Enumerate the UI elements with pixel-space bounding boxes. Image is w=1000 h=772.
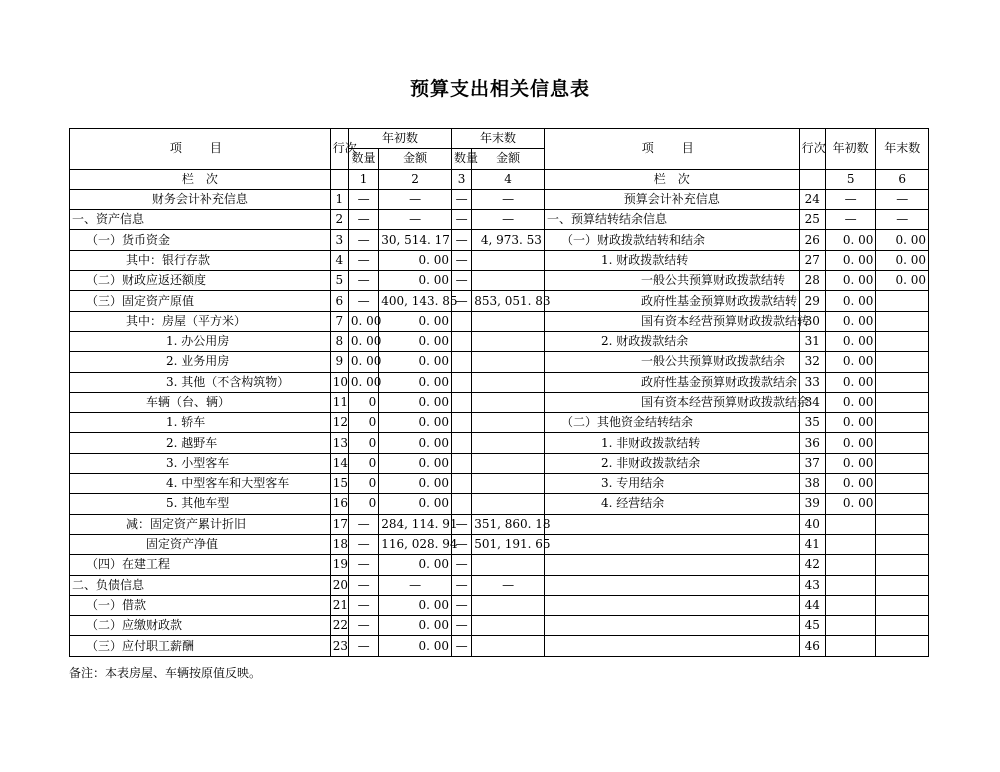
left-row-no: 16 — [330, 494, 348, 514]
left-begin-amount: 0. 00 — [379, 474, 452, 494]
right-begin-amount: 0. 00 — [825, 413, 876, 433]
table-row — [70, 534, 929, 554]
right-begin-amount: 0. 00 — [825, 352, 876, 372]
left-row-no: 20 — [330, 575, 348, 595]
header-begin-right: 年初数 — [825, 129, 876, 170]
left-begin-amount: 0. 00 — [379, 433, 452, 453]
lanci-left: 栏 次 — [70, 169, 331, 189]
right-begin-amount — [825, 534, 876, 554]
left-item-label: （三）应付职工薪酬 — [70, 636, 331, 656]
budget-info-table — [69, 128, 929, 657]
left-item-label: 1. 办公用房 — [70, 331, 331, 351]
left-row-no: 3 — [330, 230, 348, 250]
table-row — [70, 555, 929, 575]
left-begin-amount: 30, 514. 17 — [379, 230, 452, 250]
left-begin-amount: 400, 143. 85 — [379, 291, 452, 311]
left-item-label: 固定资产净值 — [70, 534, 331, 554]
right-row-no: 38 — [799, 474, 825, 494]
left-end-qty: — — [451, 575, 471, 595]
left-row-no: 15 — [330, 474, 348, 494]
right-item-label: 1. 财政拨款结转 — [544, 250, 799, 270]
left-end-qty — [451, 474, 471, 494]
left-end-amount: — — [472, 575, 545, 595]
left-begin-amount: 0. 00 — [379, 331, 452, 351]
right-row-no: 42 — [799, 555, 825, 575]
right-end-amount — [876, 331, 929, 351]
footnote: 备注：本表房屋、车辆按原值反映。 — [69, 666, 262, 680]
left-item-label: （一）货币资金 — [70, 230, 331, 250]
left-end-qty: — — [451, 636, 471, 656]
right-begin-amount: 0. 00 — [825, 453, 876, 473]
right-row-no: 36 — [799, 433, 825, 453]
table-row — [70, 575, 929, 595]
left-row-no: 14 — [330, 453, 348, 473]
left-end-qty: — — [451, 595, 471, 615]
left-begin-qty: — — [348, 230, 378, 250]
right-begin-amount: 0. 00 — [825, 250, 876, 270]
right-item-label — [544, 636, 799, 656]
left-end-amount — [472, 555, 545, 575]
right-end-amount: 0. 00 — [876, 271, 929, 291]
header-end-left: 年末数 — [451, 129, 544, 149]
left-end-qty: — — [451, 291, 471, 311]
left-end-qty: — — [451, 210, 471, 230]
left-end-qty: — — [451, 230, 471, 250]
left-row-no: 11 — [330, 392, 348, 412]
right-row-no: 40 — [799, 514, 825, 534]
left-item-label: 1. 轿车 — [70, 413, 331, 433]
right-begin-amount: — — [825, 210, 876, 230]
right-begin-amount — [825, 514, 876, 534]
left-row-no: 22 — [330, 616, 348, 636]
left-item-label: 3. 小型客车 — [70, 453, 331, 473]
left-end-qty: — — [451, 271, 471, 291]
left-begin-qty: 0 — [348, 474, 378, 494]
left-begin-amount: — — [379, 189, 452, 209]
right-item-label: 预算会计补充信息 — [544, 189, 799, 209]
header-begin-left: 年初数 — [348, 129, 451, 149]
right-row-no: 44 — [799, 595, 825, 615]
right-row-no: 39 — [799, 494, 825, 514]
right-end-amount — [876, 555, 929, 575]
right-begin-amount — [825, 636, 876, 656]
right-row-no: 24 — [799, 189, 825, 209]
right-item-label: 2. 非财政拨款结余 — [544, 453, 799, 473]
right-begin-amount: 0. 00 — [825, 494, 876, 514]
left-row-no: 8 — [330, 331, 348, 351]
right-end-amount: 0. 00 — [876, 230, 929, 250]
left-item-label: 其中：银行存款 — [70, 250, 331, 270]
right-end-amount — [876, 433, 929, 453]
left-begin-amount: 0. 00 — [379, 392, 452, 412]
left-row-no: 7 — [330, 311, 348, 331]
left-begin-qty: — — [348, 291, 378, 311]
right-end-amount: — — [876, 189, 929, 209]
left-begin-qty: 0 — [348, 413, 378, 433]
table-row — [70, 271, 929, 291]
right-row-no: 33 — [799, 372, 825, 392]
col-num-1: 1 — [348, 169, 378, 189]
col-num-3: 3 — [451, 169, 471, 189]
right-begin-amount: 0. 00 — [825, 433, 876, 453]
left-row-no: 5 — [330, 271, 348, 291]
left-end-qty: — — [451, 189, 471, 209]
left-begin-qty: 0 — [348, 392, 378, 412]
right-begin-amount — [825, 595, 876, 615]
left-begin-amount: 0. 00 — [379, 494, 452, 514]
right-row-no: 41 — [799, 534, 825, 554]
table-row — [70, 413, 929, 433]
left-begin-amount: 0. 00 — [379, 555, 452, 575]
right-item-label: 一、预算结转结余信息 — [544, 210, 799, 230]
left-end-qty — [451, 453, 471, 473]
right-item-label: 3. 专用结余 — [544, 474, 799, 494]
right-end-amount — [876, 453, 929, 473]
left-row-no: 1 — [330, 189, 348, 209]
left-end-qty: — — [451, 514, 471, 534]
left-begin-qty: — — [348, 595, 378, 615]
left-begin-qty: 0. 00 — [348, 372, 378, 392]
left-row-no: 18 — [330, 534, 348, 554]
left-begin-amount: 0. 00 — [379, 636, 452, 656]
right-row-no: 45 — [799, 616, 825, 636]
left-item-label: 减：固定资产累计折旧 — [70, 514, 331, 534]
left-end-amount — [472, 636, 545, 656]
right-begin-amount: 0. 00 — [825, 331, 876, 351]
left-end-qty — [451, 331, 471, 351]
right-item-label: 1. 非财政拨款结转 — [544, 433, 799, 453]
right-end-amount — [876, 392, 929, 412]
left-begin-amount: 0. 00 — [379, 595, 452, 615]
table-row — [70, 474, 929, 494]
right-end-amount: — — [876, 210, 929, 230]
right-end-amount — [876, 311, 929, 331]
left-item-label: 二、负债信息 — [70, 575, 331, 595]
left-begin-qty: — — [348, 534, 378, 554]
table-row — [70, 433, 929, 453]
table-row — [70, 189, 929, 209]
left-begin-amount: — — [379, 210, 452, 230]
left-end-amount: — — [472, 189, 545, 209]
col-num-4: 4 — [472, 169, 545, 189]
left-end-qty: — — [451, 250, 471, 270]
header-item-left: 项 目 — [70, 129, 331, 170]
left-end-amount: — — [472, 210, 545, 230]
right-item-label — [544, 534, 799, 554]
left-end-amount — [472, 453, 545, 473]
left-begin-amount: 0. 00 — [379, 453, 452, 473]
right-item-label: 国有资本经营预算财政拨款结转 — [544, 311, 799, 331]
left-begin-amount: 284, 114. 91 — [379, 514, 452, 534]
left-item-label: 2. 业务用房 — [70, 352, 331, 372]
right-end-amount: 0. 00 — [876, 250, 929, 270]
left-row-no: 2 — [330, 210, 348, 230]
left-begin-amount: 0. 00 — [379, 352, 452, 372]
left-item-label: 一、资产信息 — [70, 210, 331, 230]
right-begin-amount — [825, 616, 876, 636]
left-begin-qty: 0 — [348, 494, 378, 514]
right-item-label: 2. 财政拨款结余 — [544, 331, 799, 351]
left-end-amount — [472, 474, 545, 494]
left-begin-qty: 0 — [348, 433, 378, 453]
left-begin-qty: — — [348, 271, 378, 291]
left-end-amount: 351, 860. 18 — [472, 514, 545, 534]
left-end-qty — [451, 494, 471, 514]
left-begin-qty: — — [348, 210, 378, 230]
left-begin-amount: 0. 00 — [379, 372, 452, 392]
left-item-label: 其中：房屋（平方米） — [70, 311, 331, 331]
right-row-no: 25 — [799, 210, 825, 230]
right-item-label: （二）其他资金结转结余 — [544, 413, 799, 433]
table-row — [70, 311, 929, 331]
header-item-right: 项 目 — [544, 129, 799, 170]
left-row-no: 9 — [330, 352, 348, 372]
left-begin-qty: — — [348, 555, 378, 575]
left-row-no: 17 — [330, 514, 348, 534]
left-end-qty — [451, 392, 471, 412]
right-row-no: 35 — [799, 413, 825, 433]
right-end-amount — [876, 474, 929, 494]
header-row-no-right: 行次 — [799, 129, 825, 170]
right-end-amount — [876, 616, 929, 636]
left-begin-qty: 0. 00 — [348, 331, 378, 351]
right-row-no: 28 — [799, 271, 825, 291]
left-begin-qty: 0. 00 — [348, 352, 378, 372]
left-item-label: 4. 中型客车和大型客车 — [70, 474, 331, 494]
lanci-right: 栏 次 — [544, 169, 799, 189]
left-begin-amount: 0. 00 — [379, 616, 452, 636]
left-begin-qty: 0. 00 — [348, 311, 378, 331]
right-end-amount — [876, 413, 929, 433]
table-row — [70, 331, 929, 351]
right-begin-amount: — — [825, 189, 876, 209]
table-row — [70, 210, 929, 230]
left-begin-qty: — — [348, 575, 378, 595]
right-end-amount — [876, 352, 929, 372]
table-row — [70, 514, 929, 534]
header-row-no-left: 行次 — [330, 129, 348, 170]
left-row-no: 10 — [330, 372, 348, 392]
right-begin-amount: 0. 00 — [825, 372, 876, 392]
right-end-amount — [876, 291, 929, 311]
right-item-label: （一）财政拨款结转和结余 — [544, 230, 799, 250]
left-begin-qty: 0 — [348, 453, 378, 473]
left-end-amount: 4, 973. 53 — [472, 230, 545, 250]
left-end-qty: — — [451, 616, 471, 636]
right-row-no: 34 — [799, 392, 825, 412]
left-begin-qty: — — [348, 514, 378, 534]
col-num-6: 6 — [876, 169, 929, 189]
left-begin-amount: 0. 00 — [379, 250, 452, 270]
right-row-no: 30 — [799, 311, 825, 331]
right-end-amount — [876, 534, 929, 554]
left-begin-qty: — — [348, 250, 378, 270]
right-begin-amount: 0. 00 — [825, 271, 876, 291]
right-item-label — [544, 595, 799, 615]
left-row-no: 19 — [330, 555, 348, 575]
left-row-no: 21 — [330, 595, 348, 615]
table-row — [70, 352, 929, 372]
right-end-amount — [876, 514, 929, 534]
right-item-label: 政府性基金预算财政拨款结余 — [544, 372, 799, 392]
table-row — [70, 291, 929, 311]
left-item-label: 3. 其他（不含构筑物） — [70, 372, 331, 392]
right-item-label — [544, 575, 799, 595]
left-row-no: 23 — [330, 636, 348, 656]
right-begin-amount: 0. 00 — [825, 392, 876, 412]
left-row-no: 13 — [330, 433, 348, 453]
table-row — [70, 230, 929, 250]
right-item-label: 政府性基金预算财政拨款结转 — [544, 291, 799, 311]
right-begin-amount — [825, 575, 876, 595]
left-end-amount — [472, 616, 545, 636]
right-row-no: 37 — [799, 453, 825, 473]
right-row-no: 27 — [799, 250, 825, 270]
left-end-amount — [472, 372, 545, 392]
right-item-label: 一般公共预算财政拨款结转 — [544, 271, 799, 291]
left-begin-qty: — — [348, 616, 378, 636]
table-row — [70, 250, 929, 270]
table-row — [70, 453, 929, 473]
left-end-amount — [472, 433, 545, 453]
left-end-amount: 501, 191. 65 — [472, 534, 545, 554]
left-begin-amount: — — [379, 575, 452, 595]
right-item-label: 一般公共预算财政拨款结余 — [544, 352, 799, 372]
left-end-qty — [451, 372, 471, 392]
left-end-amount — [472, 494, 545, 514]
col-num-5: 5 — [825, 169, 876, 189]
right-item-label: 国有资本经营预算财政拨款结余 — [544, 392, 799, 412]
right-end-amount — [876, 494, 929, 514]
left-item-label: 财务会计补充信息 — [70, 189, 331, 209]
right-begin-amount: 0. 00 — [825, 474, 876, 494]
left-row-no: 12 — [330, 413, 348, 433]
right-begin-amount: 0. 00 — [825, 311, 876, 331]
left-item-label: 5. 其他车型 — [70, 494, 331, 514]
left-end-amount — [472, 352, 545, 372]
left-end-amount: 853, 051. 83 — [472, 291, 545, 311]
right-item-label — [544, 616, 799, 636]
left-end-amount — [472, 271, 545, 291]
left-end-qty — [451, 352, 471, 372]
left-begin-amount: 0. 00 — [379, 413, 452, 433]
left-begin-amount: 0. 00 — [379, 311, 452, 331]
right-row-no: 43 — [799, 575, 825, 595]
left-end-qty: — — [451, 555, 471, 575]
left-item-label: （四）在建工程 — [70, 555, 331, 575]
right-begin-amount: 0. 00 — [825, 291, 876, 311]
right-row-no: 31 — [799, 331, 825, 351]
left-end-amount — [472, 413, 545, 433]
header-end-right: 年末数 — [876, 129, 929, 170]
left-end-amount — [472, 595, 545, 615]
left-end-amount — [472, 392, 545, 412]
left-item-label: （三）固定资产原值 — [70, 291, 331, 311]
header-amount-end: 金额 — [472, 149, 545, 169]
table-row — [70, 494, 929, 514]
left-end-qty — [451, 413, 471, 433]
left-end-qty — [451, 311, 471, 331]
left-end-amount — [472, 331, 545, 351]
left-row-no: 6 — [330, 291, 348, 311]
header-qty-end: 数量 — [451, 149, 471, 169]
right-item-label: 4. 经营结余 — [544, 494, 799, 514]
right-end-amount — [876, 372, 929, 392]
right-begin-amount — [825, 555, 876, 575]
right-row-no: 32 — [799, 352, 825, 372]
left-item-label: （二）应缴财政款 — [70, 616, 331, 636]
header-amount-begin: 金额 — [379, 149, 452, 169]
left-end-amount — [472, 311, 545, 331]
table-row — [70, 392, 929, 412]
table-row — [70, 636, 929, 656]
page-title: 预算支出相关信息表 — [409, 78, 590, 100]
table-row — [70, 595, 929, 615]
right-end-amount — [876, 595, 929, 615]
right-row-no: 26 — [799, 230, 825, 250]
left-end-qty — [451, 433, 471, 453]
left-item-label: 2. 越野车 — [70, 433, 331, 453]
header-qty-begin: 数量 — [348, 149, 378, 169]
left-begin-qty: — — [348, 636, 378, 656]
table-row — [70, 372, 929, 392]
right-end-amount — [876, 575, 929, 595]
right-end-amount — [876, 636, 929, 656]
right-row-no: 46 — [799, 636, 825, 656]
left-end-qty: — — [451, 534, 471, 554]
table-row — [70, 616, 929, 636]
right-row-no: 29 — [799, 291, 825, 311]
right-item-label — [544, 514, 799, 534]
left-begin-amount: 116, 028. 94 — [379, 534, 452, 554]
right-begin-amount: 0. 00 — [825, 230, 876, 250]
left-row-no: 4 — [330, 250, 348, 270]
left-item-label: （二）财政应返还额度 — [70, 271, 331, 291]
left-begin-amount: 0. 00 — [379, 271, 452, 291]
left-item-label: 车辆（台、辆） — [70, 392, 331, 412]
left-item-label: （一）借款 — [70, 595, 331, 615]
left-end-amount — [472, 250, 545, 270]
left-begin-qty: — — [348, 189, 378, 209]
col-num-2: 2 — [379, 169, 452, 189]
right-item-label — [544, 555, 799, 575]
